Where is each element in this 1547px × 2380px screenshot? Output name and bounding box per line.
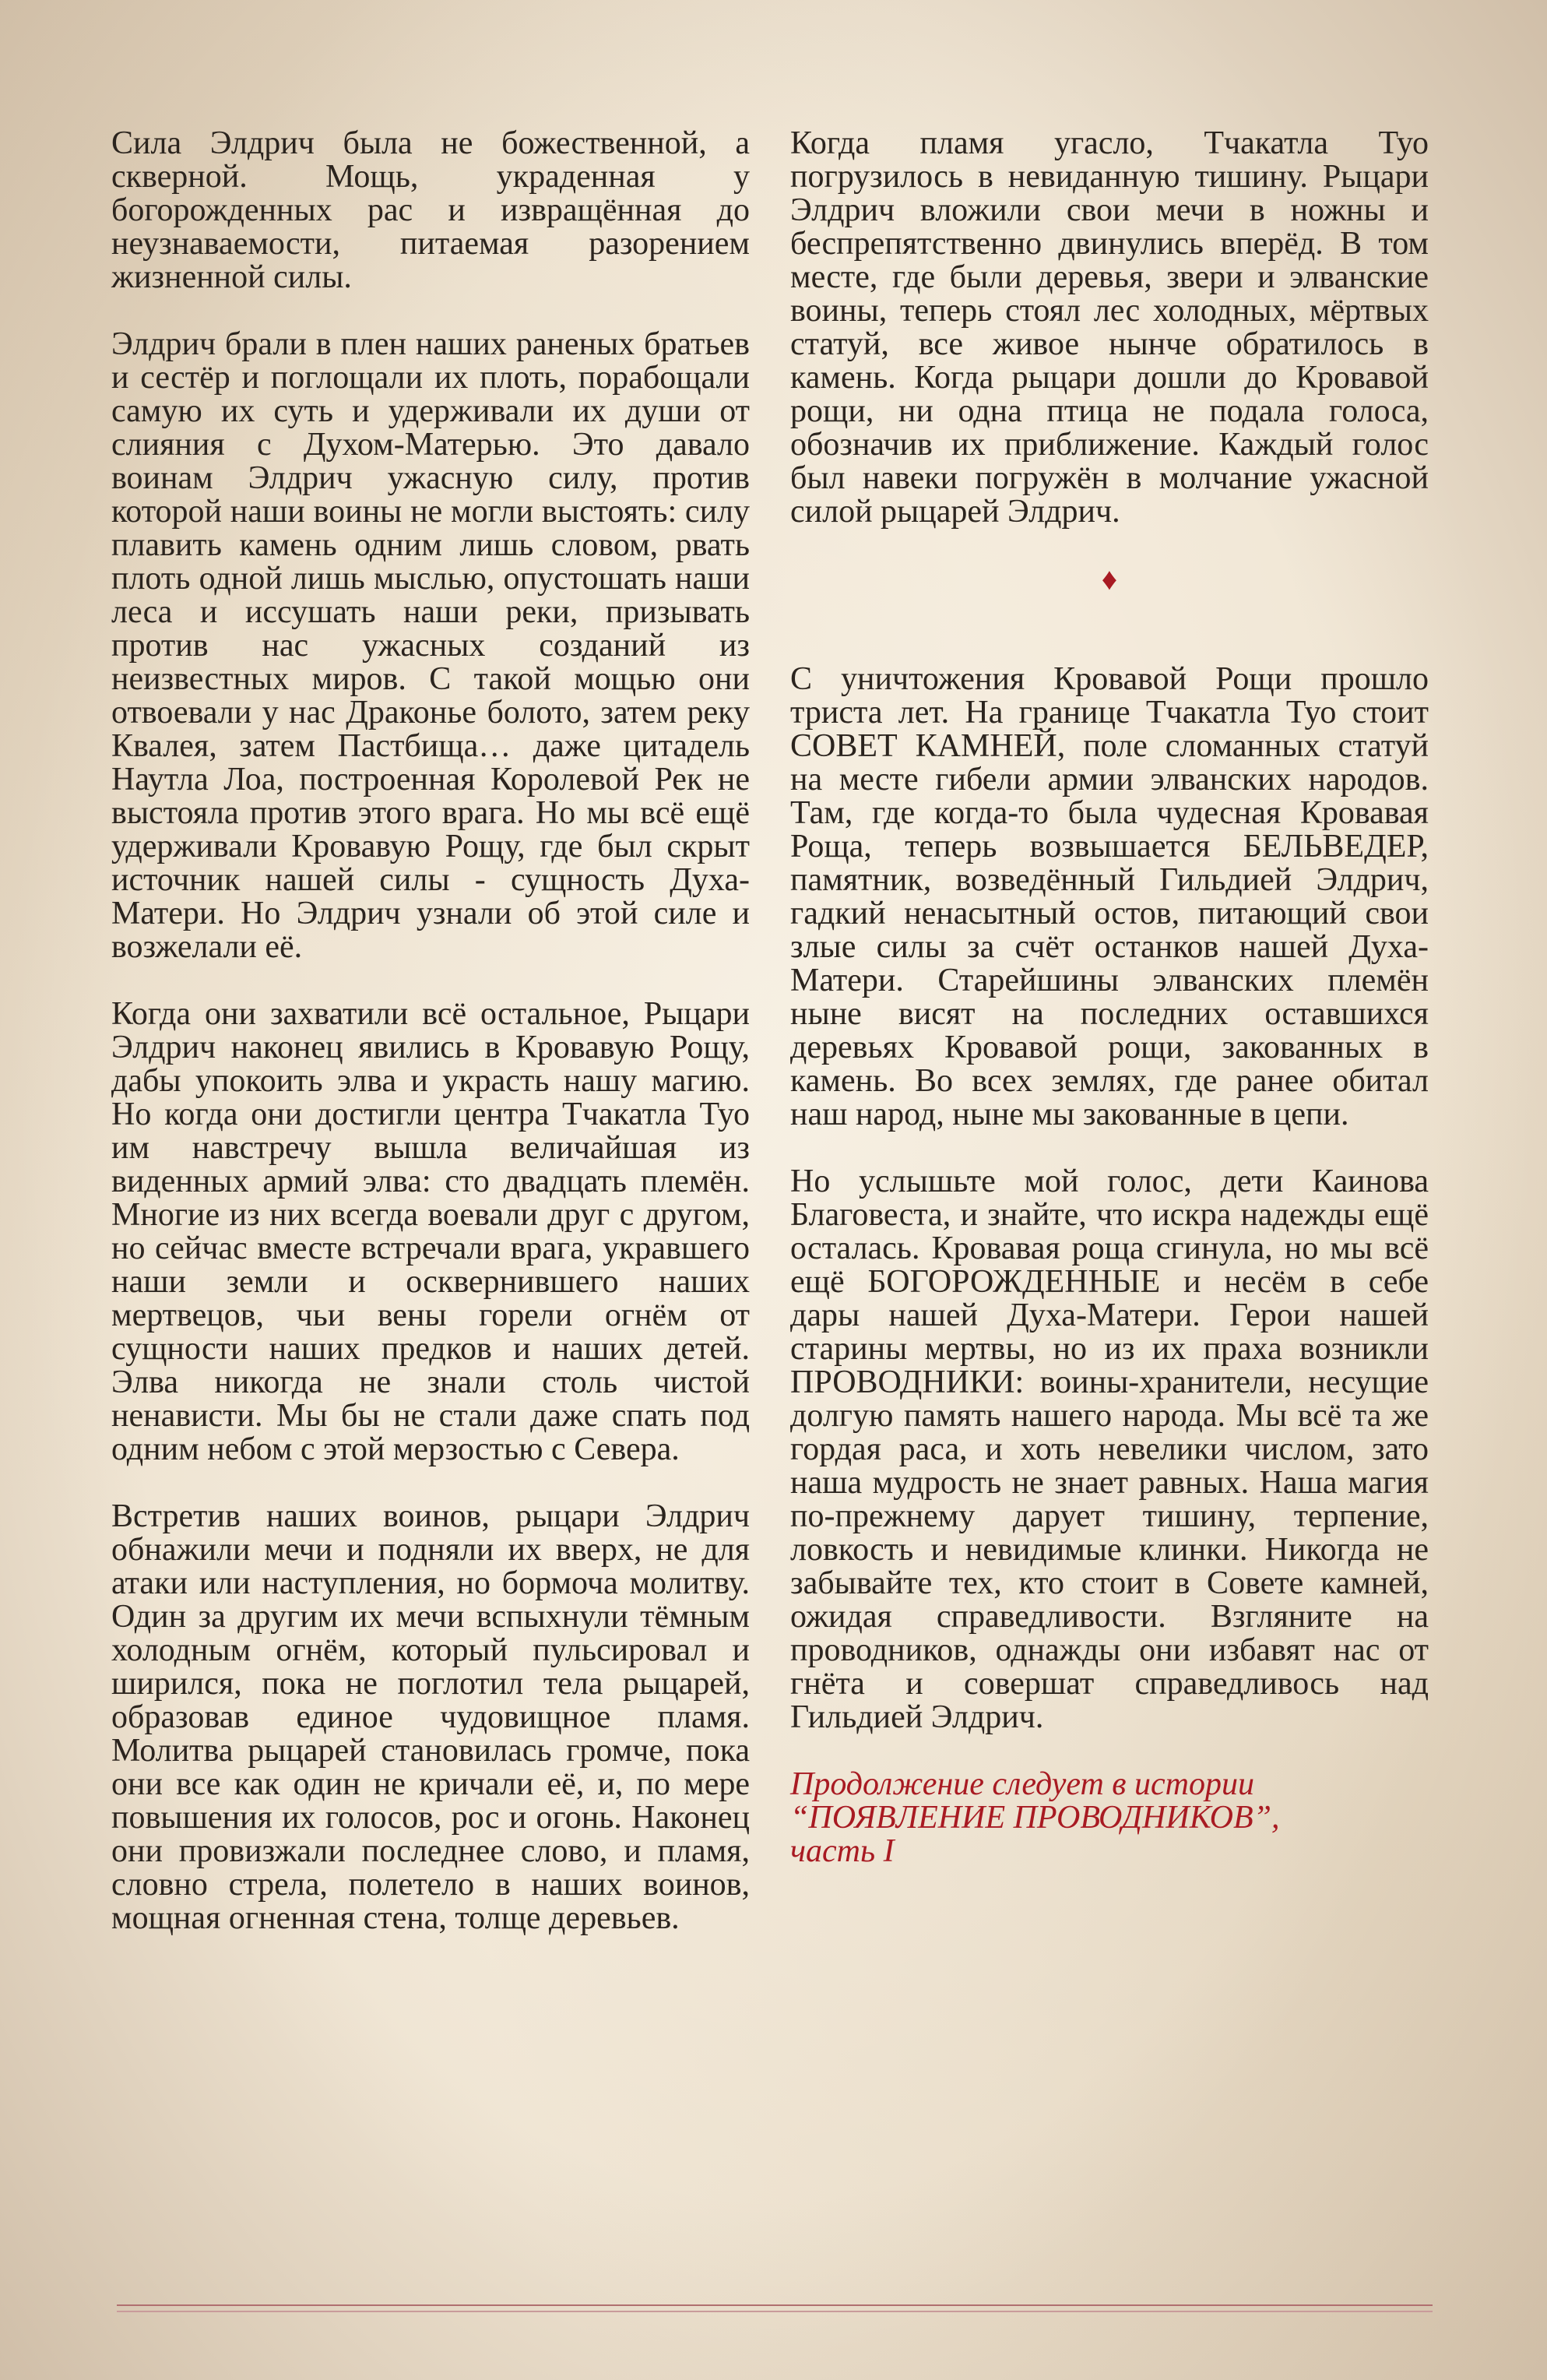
continued-note-title: “ПОЯВЛЕНИЕ ПРОВОДНИКОВ”, xyxy=(790,1800,1280,1836)
continued-note-part: часть I xyxy=(790,1833,895,1869)
paragraph: Но услышьте мой голос, дети Каинова Благовеста, и знайте, что искра надежды ещё осталась. Кровавая роща сгинула, но мы всё ещё БОГОРОЖДЕННЫЕ и несём в себе дары нашей Духа-Матери. Герои нашей старины мертвы, но из их праха возникли ПРОВОДНИКИ: воины-хранители, несущие долгую память нашего народа. Мы всё та же гордая раса, и хоть невелики числом, зато наша мудрость не знает равных. Наша магия по-прежнему дарует тишину, терпение, ловкость и невидимые клинки. Никогда не забывайте тех, кто стоит в Совете камней, ожидая справедливости. Взгляните на проводников, однажды они избавят нас от гнёта и совершат справедливось над Гильдией Элдрич. xyxy=(790,1164,1429,1735)
continued-note-line: Продолжение следует в истории xyxy=(790,1766,1254,1802)
left-text-column xyxy=(111,127,750,1969)
paragraph: Элдрич брали в плен наших раненых братьев и сестёр и поглощали их плоть, порабощали самую их суть и удерживали их души от слияния с Духом-Матерью. Это давало воинам Элдрич ужасную силу, против которой наши воины не могли выстоять: силу плавить камень одним лишь словом, рвать плоть одной лишь мыслью, опустошать наши леса и иссушать наши реки, призывать против нас ужасных созданий из неизвестных миров. С такой мощью они отвоевали у нас Драконье болото, затем реку Квалея, затем Пастбища… даже цитадель Наутла Лоа, построенная Королевой Рек не выстояла против этого врага. Но мы всё ещё удерживали Кровавую Рощу, где был скрыт источник нашей силы - сущность Духа-Матери. Но Элдрич узнали об этой силе и возжелали её. xyxy=(111,326,750,965)
paragraph: Когда пламя угасло, Тчакатла Туо погрузилось в невиданную тишину. Рыцари Элдрич вложили свои мечи в ножны и беспрепятственно двинулись вперёд. В том месте, где были деревья, звери и элванские воины, теперь стоял лес холодных, мёртвых статуй, все живое нынче обратилось в камень. Когда рыцари дошли до Кровавой рощи, ни одна птица не подала голоса, обозначив их приближение. Каждый голос был навеки погружён в молчание ужасной силой рыцарей Элдрич. xyxy=(790,125,1429,530)
paragraph: С уничтожения Кровавой Рощи прошло триста лет. На границе Тчакатла Туо стоит СОВЕТ КАМНЕЙ, поле сломанных статуй на месте гибели армии элванских народов. Там, где когда-то была чудесная Кровавая Роща, теперь возвышается БЕЛЬВЕДЕР, памятник, возведённый Гильдией Элдрич, гадкий ненасытный остов, питающий свои злые силы за счёт останков нашей Духа-Матери. Старейшины элванских племён ныне висят на последних оставшихся деревьях Кровавой рощи, закованных в камень. Во всех землях, где ранее обитал наш народ, ныне мы закованные в цепи. xyxy=(790,661,1429,1132)
footer-divider-line xyxy=(117,2311,1433,2312)
paragraph: Встретив наших воинов, рыцари Элдрич обнажили мечи и подняли их вверх, не для атаки или наступления, но бормоча молитву. Один за другим их мечи вспыхнули тёмным холодным огнём, который пульсировал и ширился, пока не поглотил тела рыцарей, образовав единое чудовищное пламя. Молитва рыцарей становилась громче, пока они все как один не кричали её, и, по мере повышения их голосов, рос и огонь. Наконец они провизжали последнее слово, и пламя, словно стрела, полетело в наших воинов, мощная огненная стена, толще деревьев. xyxy=(111,1498,750,1936)
right-text-column xyxy=(790,127,1429,1868)
footer-divider-line xyxy=(117,2304,1433,2306)
continued-note xyxy=(790,1768,1429,1868)
diamond-divider-icon: ♦ xyxy=(1101,562,1118,597)
paragraph: Сила Элдрич была не божественной, а скверной. Мощь, украденная у богорожденных рас и извращённая до неузнаваемости, питаемая разорением жизненной силы. xyxy=(111,125,750,295)
paragraph: Когда они захватили всё остальное, Рыцари Элдрич наконец явились в Кровавую Рощу, дабы упокоить элва и украсть нашу магию. Но когда они достигли центра Тчакатла Туо им навстречу вышла величайшая из виденных армий элва: сто двадцать племён. Многие из них всегда воевали друг с другом, но сейчас вместе встречали врага, укравшего наши земли и осквернившего наших мертвецов, чьи вены горели огнём от сущности наших предков и наших детей. Элва никогда не знали столь чистой ненависти. Мы бы не стали даже спать под одним небом с этой мерзостью с Севера. xyxy=(111,996,750,1467)
